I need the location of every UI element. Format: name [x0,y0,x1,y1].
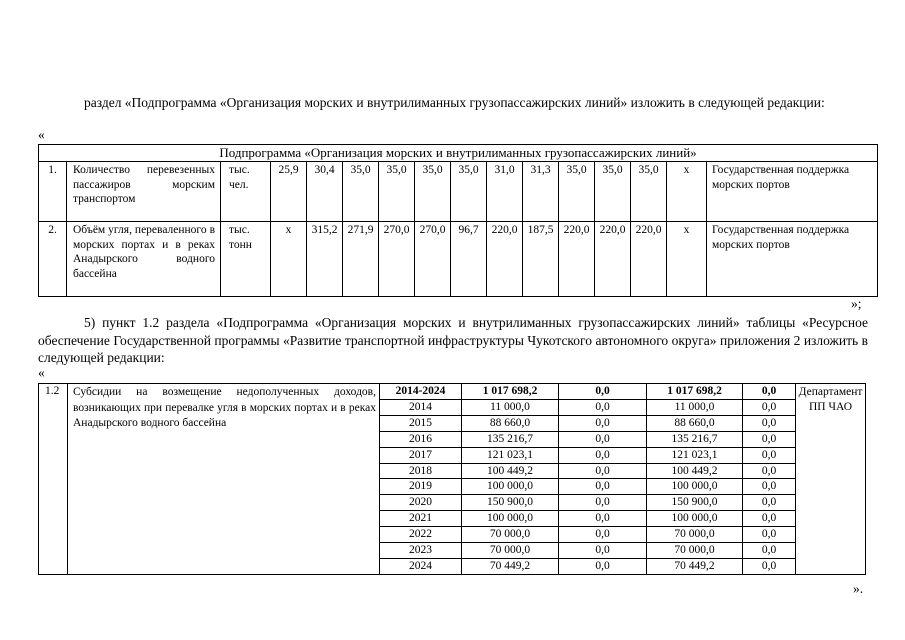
value-cell: 35,0 [343,162,379,222]
federal-cell: 0,0 [559,399,647,415]
table-row [39,384,866,400]
value-cell: 31,0 [487,162,523,222]
period-cell: 2014-2024 [380,384,462,400]
responsible-cell: Департамент ПП ЧАО [796,384,866,575]
period-cell: 2022 [380,527,462,543]
table1-title: Подпрограмма «Организация морских и внутрилиманных грузопассажирских линий» [39,145,878,162]
period-cell: 2024 [380,558,462,574]
regional-cell: 11 000,0 [647,399,743,415]
value-cell: 25,9 [271,162,307,222]
regional-cell: 1 017 698,2 [647,384,743,400]
regional-cell: 88 660,0 [647,415,743,431]
period-cell: 2021 [380,511,462,527]
value-cell: 270,0 [415,222,451,297]
regional-cell: 100 000,0 [647,479,743,495]
value-cell: 96,7 [451,222,487,297]
period-cell: 2015 [380,415,462,431]
other-cell: 0,0 [743,495,796,511]
other-cell: 0,0 [743,384,796,400]
regional-cell: 100 449,2 [647,463,743,479]
other-cell: 0,0 [743,463,796,479]
value-cell: 271,9 [343,222,379,297]
item-description: Субсидии на возмещение недополученных доходов, возникающих при перевалке угля в морских портах и в реках Анадырского водного бассейна [68,384,380,575]
item-number: 1.2 [39,384,68,575]
federal-cell: 0,0 [559,558,647,574]
operator-cell: Государственная поддержка морских портов [707,222,878,297]
indicator-name: Количество перевезенных пассажиров морским транспортом [67,162,221,222]
period-cell: 2017 [380,447,462,463]
period-cell: 2016 [380,431,462,447]
other-cell: 0,0 [743,558,796,574]
value-cell: x [667,222,707,297]
other-cell: 0,0 [743,511,796,527]
federal-cell: 0,0 [559,511,647,527]
period-cell: 2014 [380,399,462,415]
value-cell: 31,3 [523,162,559,222]
total-cell: 150 900,0 [462,495,559,511]
other-cell: 0,0 [743,543,796,559]
value-cell: 220,0 [487,222,523,297]
table-row [39,222,878,297]
row-number: 1. [39,162,67,222]
table-row [39,162,878,222]
federal-cell: 0,0 [559,431,647,447]
intro-paragraph: раздел «Подпрограмма «Организация морских и внутрилиманных грузопассажирских линий» изложить в следующей редакции: [84,95,825,110]
total-cell: 88 660,0 [462,415,559,431]
close-quote-1: »; [851,296,862,311]
period-cell: 2023 [380,543,462,559]
federal-cell: 0,0 [559,463,647,479]
value-cell: 270,0 [379,222,415,297]
other-cell: 0,0 [743,415,796,431]
other-cell: 0,0 [743,527,796,543]
total-cell: 70 449,2 [462,558,559,574]
value-cell: 220,0 [631,222,667,297]
total-cell: 70 000,0 [462,543,559,559]
value-cell: 35,0 [559,162,595,222]
total-cell: 70 000,0 [462,527,559,543]
total-cell: 100 000,0 [462,511,559,527]
value-cell: 220,0 [559,222,595,297]
regional-cell: 70 449,2 [647,558,743,574]
other-cell: 0,0 [743,431,796,447]
value-cell: 315,2 [307,222,343,297]
value-cell: 30,4 [307,162,343,222]
indicators-table [38,144,878,297]
period-cell: 2020 [380,495,462,511]
value-cell: 35,0 [379,162,415,222]
federal-cell: 0,0 [559,543,647,559]
total-cell: 100 000,0 [462,479,559,495]
regional-cell: 100 000,0 [647,511,743,527]
federal-cell: 0,0 [559,447,647,463]
unit-cell: тыс. чел. [221,162,271,222]
federal-cell: 0,0 [559,495,647,511]
resources-table [38,383,866,575]
other-cell: 0,0 [743,447,796,463]
unit-cell: тыс. тонн [221,222,271,297]
operator-cell: Государственная поддержка морских портов [707,162,878,222]
value-cell: x [271,222,307,297]
period-cell: 2018 [380,463,462,479]
value-cell: 35,0 [595,162,631,222]
regional-cell: 135 216,7 [647,431,743,447]
indicator-name: Объём угля, переваленного в морских портах и в реках Анадырского водного бассейна [67,222,221,297]
value-cell: 35,0 [631,162,667,222]
total-cell: 121 023,1 [462,447,559,463]
total-cell: 1 017 698,2 [462,384,559,400]
federal-cell: 0,0 [559,415,647,431]
value-cell: x [667,162,707,222]
federal-cell: 0,0 [559,527,647,543]
value-cell: 35,0 [451,162,487,222]
period-cell: 2019 [380,479,462,495]
value-cell: 35,0 [415,162,451,222]
total-cell: 135 216,7 [462,431,559,447]
open-quote-1: « [38,127,45,142]
regional-cell: 150 900,0 [647,495,743,511]
other-cell: 0,0 [743,479,796,495]
row-number: 2. [39,222,67,297]
federal-cell: 0,0 [559,384,647,400]
regional-cell: 70 000,0 [647,543,743,559]
close-quote-2: ». [853,581,864,596]
value-cell: 220,0 [595,222,631,297]
other-cell: 0,0 [743,399,796,415]
total-cell: 100 449,2 [462,463,559,479]
total-cell: 11 000,0 [462,399,559,415]
point5-paragraph: 5) пункт 1.2 раздела «Подпрограмма «Организация морских и внутрилиманных грузопассажирских линий» таблицы «Ресурсное обеспечение Государственной программы «Развитие транспортной инфраструктуры Чукотского автономного округа» приложения 2 изложить в следующей редакции: [38,315,868,365]
open-quote-2: « [38,365,45,380]
regional-cell: 121 023,1 [647,447,743,463]
regional-cell: 70 000,0 [647,527,743,543]
value-cell: 187,5 [523,222,559,297]
federal-cell: 0,0 [559,479,647,495]
